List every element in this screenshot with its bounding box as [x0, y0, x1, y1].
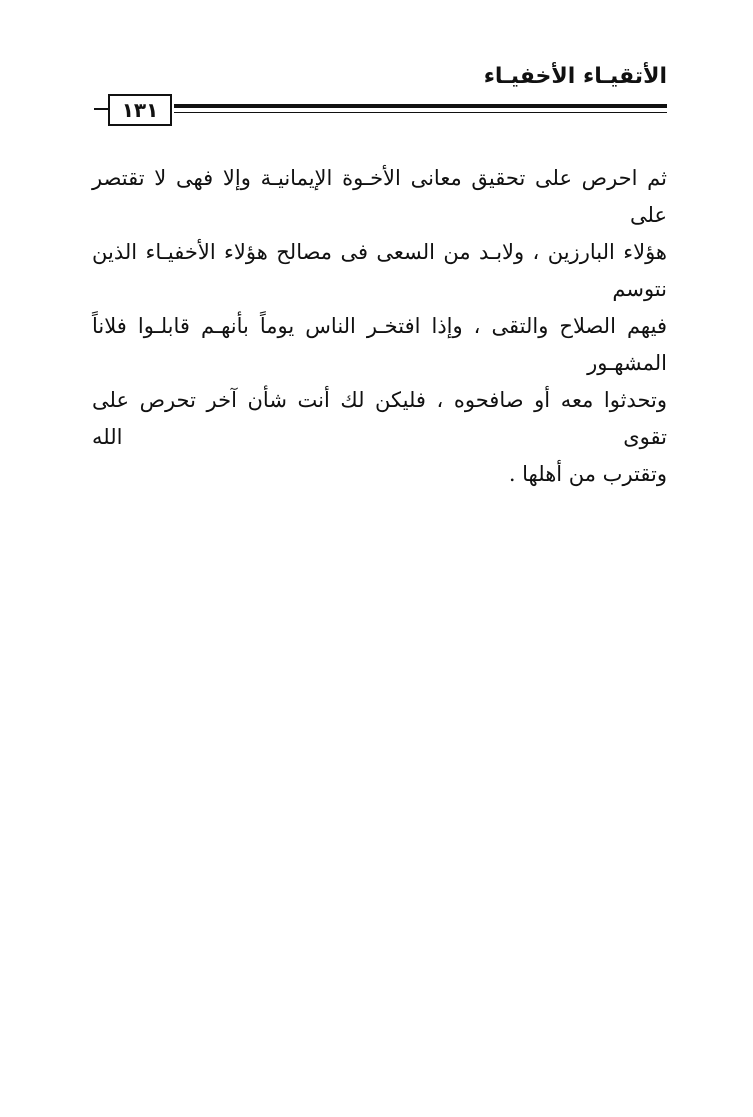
body-paragraph [92, 160, 667, 493]
page-number-box [108, 94, 172, 126]
page-number-box-tick [94, 108, 108, 110]
body-line: وتقترب من أهلها . [508, 462, 667, 486]
header-rule-thin [174, 112, 667, 113]
body-line: فيهم الصلاح والتقى ، وإذا افتخـر الناس يوماً بأنهـم قابلـوا فلاناً المشهـور [92, 314, 667, 375]
body-line: ثم احرص على تحقيق معانى الأخـوة الإيمانيـة وإلا فهى لا تقتصر على [92, 166, 667, 227]
running-header-title: الأتقيـاء الأخفيـاء [483, 64, 667, 89]
header-rule-thick [174, 104, 667, 108]
body-line: هؤلاء البارزين ، ولابـد من السعى فى مصالح هؤلاء الأخفيـاء الذين نتوسم [92, 240, 667, 301]
body-line: وتحدثوا معه أو صافحوه ، فليكن لك أنت شأن آخر تحرص على تقوى الله [92, 388, 667, 449]
page-number: ١٣١ [121, 98, 159, 122]
